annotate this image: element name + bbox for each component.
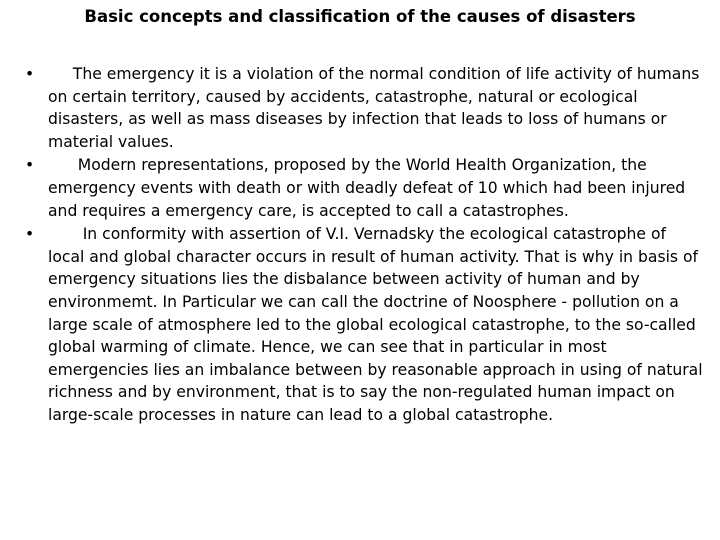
bullet-dot-icon: • [25,65,35,83]
bullet-text: Modern representations, proposed by the World Health Organization, the emergency events with death or with deadly defeat of 10 which had been injured and requires a emergency care, is accepted to call a catastrophes. [48,156,691,220]
bullet-text: The emergency it is a violation of the normal condition of life activity of humans on certain territory, caused by accidents, catastrophe, natural or ecological disasters, as well as mass diseases by infection that leads to loss of humans or material values. [48,65,705,151]
bullet-text: In conformity with assertion of V.I. Vernadsky the ecological catastrophe of local and global character occurs in result of human activity. That is why in basis of emergency situations lies the disbalance between activity of human and by environmemt. In Particular we can call the doctrine of Noosphere - pollution on a large scale of atmosphere led to the global ecological catastrophe, to the so-called global warming of climate. Hence, we can see that in particular in most emergencies lies an imbalance between by reasonable approach in using of natural richness and by environment, that is to say the non-regulated human impact on large-scale processes in nature can lead to a global catastrophe. [48,225,708,424]
bullet-dot-icon: • [25,225,35,244]
bullet-item-emergency-definition [0,63,720,153]
bullet-item-who-definition [0,154,720,222]
bullet-item-vernadsky [0,223,720,426]
bullet-dot-icon: • [25,156,35,175]
bullet-list [0,63,720,428]
slide-title: Basic concepts and classification of the causes of disasters [84,7,636,26]
